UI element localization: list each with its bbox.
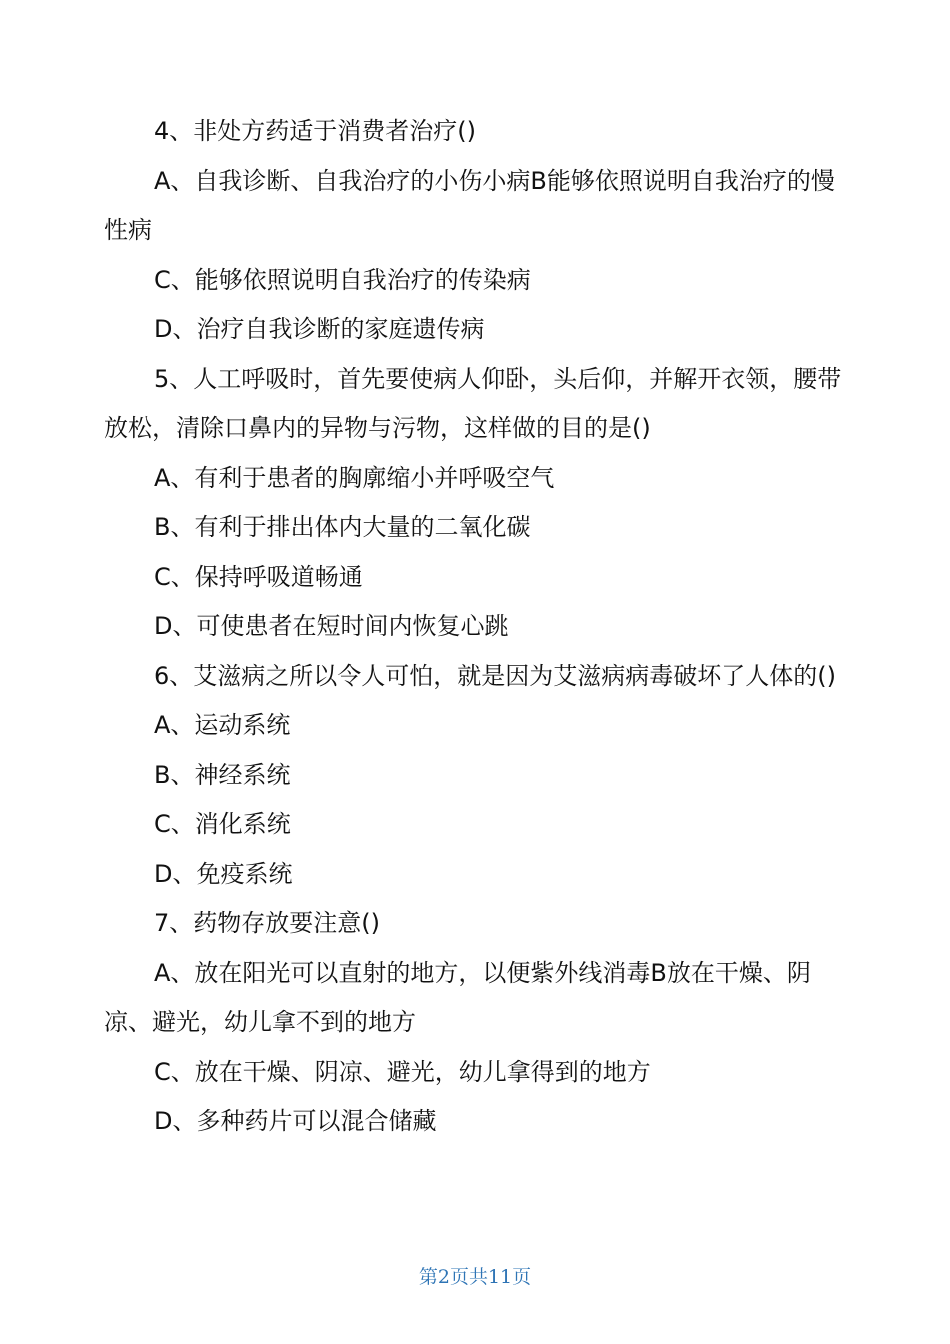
question-6-option-b: B、神经系统 <box>154 760 291 789</box>
question-7-option-c: C、放在干燥、阴凉、避光，幼儿拿得到的地方 <box>154 1057 651 1086</box>
question-6-option-c: C、消化系统 <box>154 810 291 838</box>
question-5-option-a: A、有利于患者的胸廓缩小并呼吸空气 <box>154 463 555 492</box>
question-7-option-a-b: A、放在阳光可以直射的地方，以便紫外线消毒B放在干燥、阴凉、避光，幼儿拿不到的地方 <box>104 958 811 1036</box>
question-4-option-c: C、能够依照说明自我治疗的传染病 <box>154 265 531 294</box>
page-number-footer: 第2页共11页 <box>418 1266 532 1288</box>
question-4-option-d: D、治疗自我诊断的家庭遗传病 <box>154 315 485 343</box>
question-5: 5、人工呼吸时，首先要使病人仰卧，头后仰，并解开衣领，腰带放松，清除口鼻内的异物与污物，这样做的目的是() <box>104 364 842 442</box>
question-6: 6、艾滋病之所以令人可怕，就是因为艾滋病病毒破坏了人体的() <box>154 661 836 690</box>
question-6-option-d: D、免疫系统 <box>154 859 293 888</box>
question-4-option-a-b: A、自我诊断、自我治疗的小伤小病B能够依照说明自我治疗的慢性病 <box>104 166 835 244</box>
question-6-option-a: A、运动系统 <box>154 711 291 739</box>
question-5-option-b: B、有利于排出体内大量的二氧化碳 <box>154 513 531 541</box>
question-5-option-c: C、保持呼吸道畅通 <box>154 562 363 591</box>
question-4: 4、非处方药适于消费者治疗() <box>154 117 476 145</box>
question-5-option-d: D、可使患者在短时间内恢复心跳 <box>154 612 509 640</box>
question-7: 7、药物存放要注意() <box>154 909 380 937</box>
question-7-option-d: D、多种药片可以混合储藏 <box>154 1107 437 1135</box>
document-body <box>104 107 844 1147</box>
